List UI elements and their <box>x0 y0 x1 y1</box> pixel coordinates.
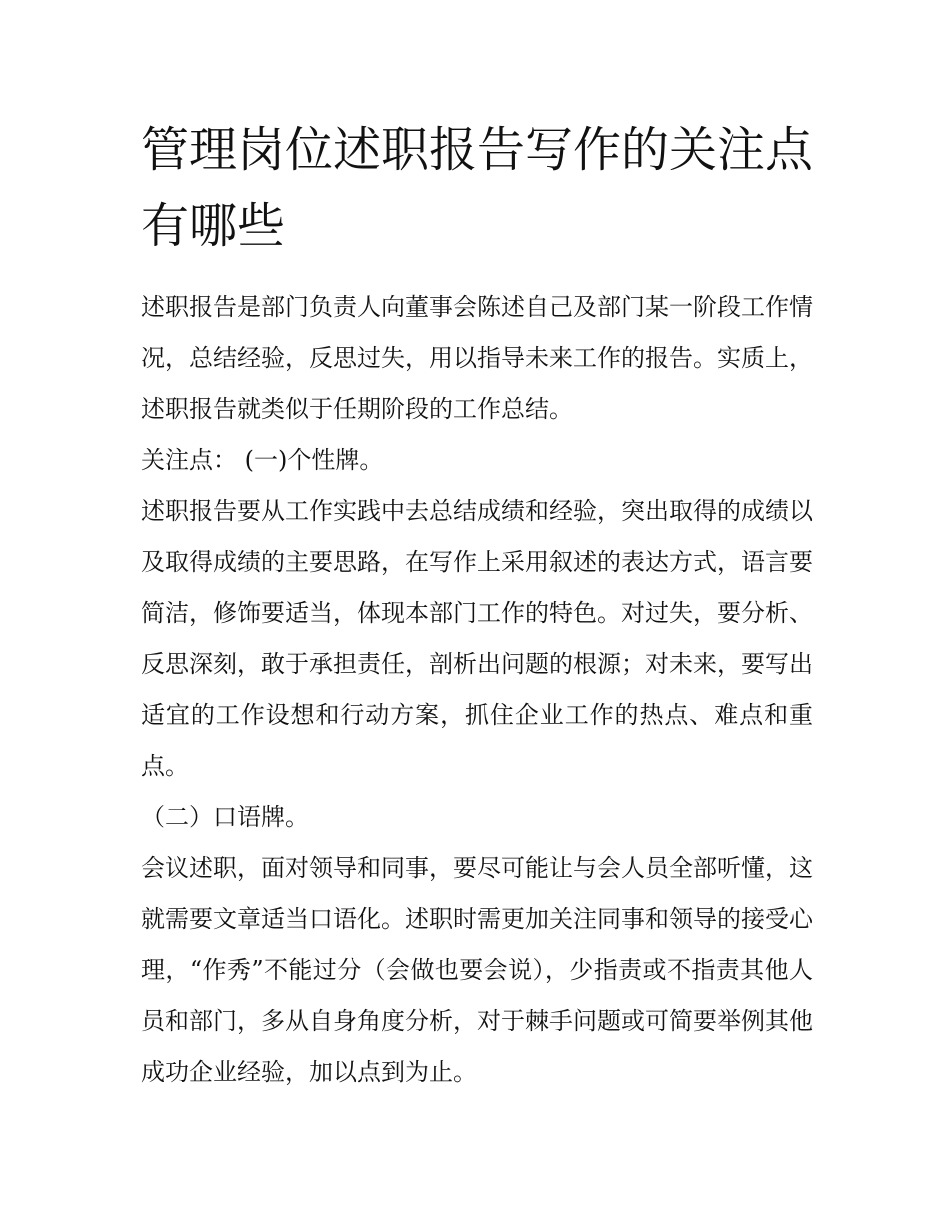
intro-paragraph: 述职报告是部门负责人向董事会陈述自己及部门某一阶段工作情况，总结经验，反思过失，用以指导未来工作的报告。实质上，述职报告就类似于任期阶段的工作总结。 <box>141 293 813 423</box>
personality-paragraph: 述职报告要从工作实践中去总结成绩和经验，突出取得的成绩以及取得成绩的主要思路，在写作上采用叙述的表达方式，语言要简洁，修饰要适当，体现本部门工作的特色。对过失，要分析、反思深刻，敢于承担责任，剖析出问题的根源；对未来，要写出适宜的工作设想和行动方案，抓住企业工作的热点、难点和重点。 <box>141 497 813 780</box>
focus-points-heading: 关注点： (一)个性牌。 <box>141 446 384 474</box>
oral-heading: （二）口语牌。 <box>141 803 309 831</box>
oral-paragraph: 会议述职，面对领导和同事，要尽可能让与会人员全部听懂，这就需要文章适当口语化。述职时需更加关注同事和领导的接受心理，“作秀”不能过分（会做也要会说），少指责或不指责其他人员和部门，多从自身角度分析，对于棘手问题或可简要举例其他成功企业经验，加以点到为止。 <box>141 854 813 1086</box>
document-title: 管理岗位述职报告写作的关注点有哪些 <box>141 122 814 254</box>
document-page <box>141 112 813 1098</box>
